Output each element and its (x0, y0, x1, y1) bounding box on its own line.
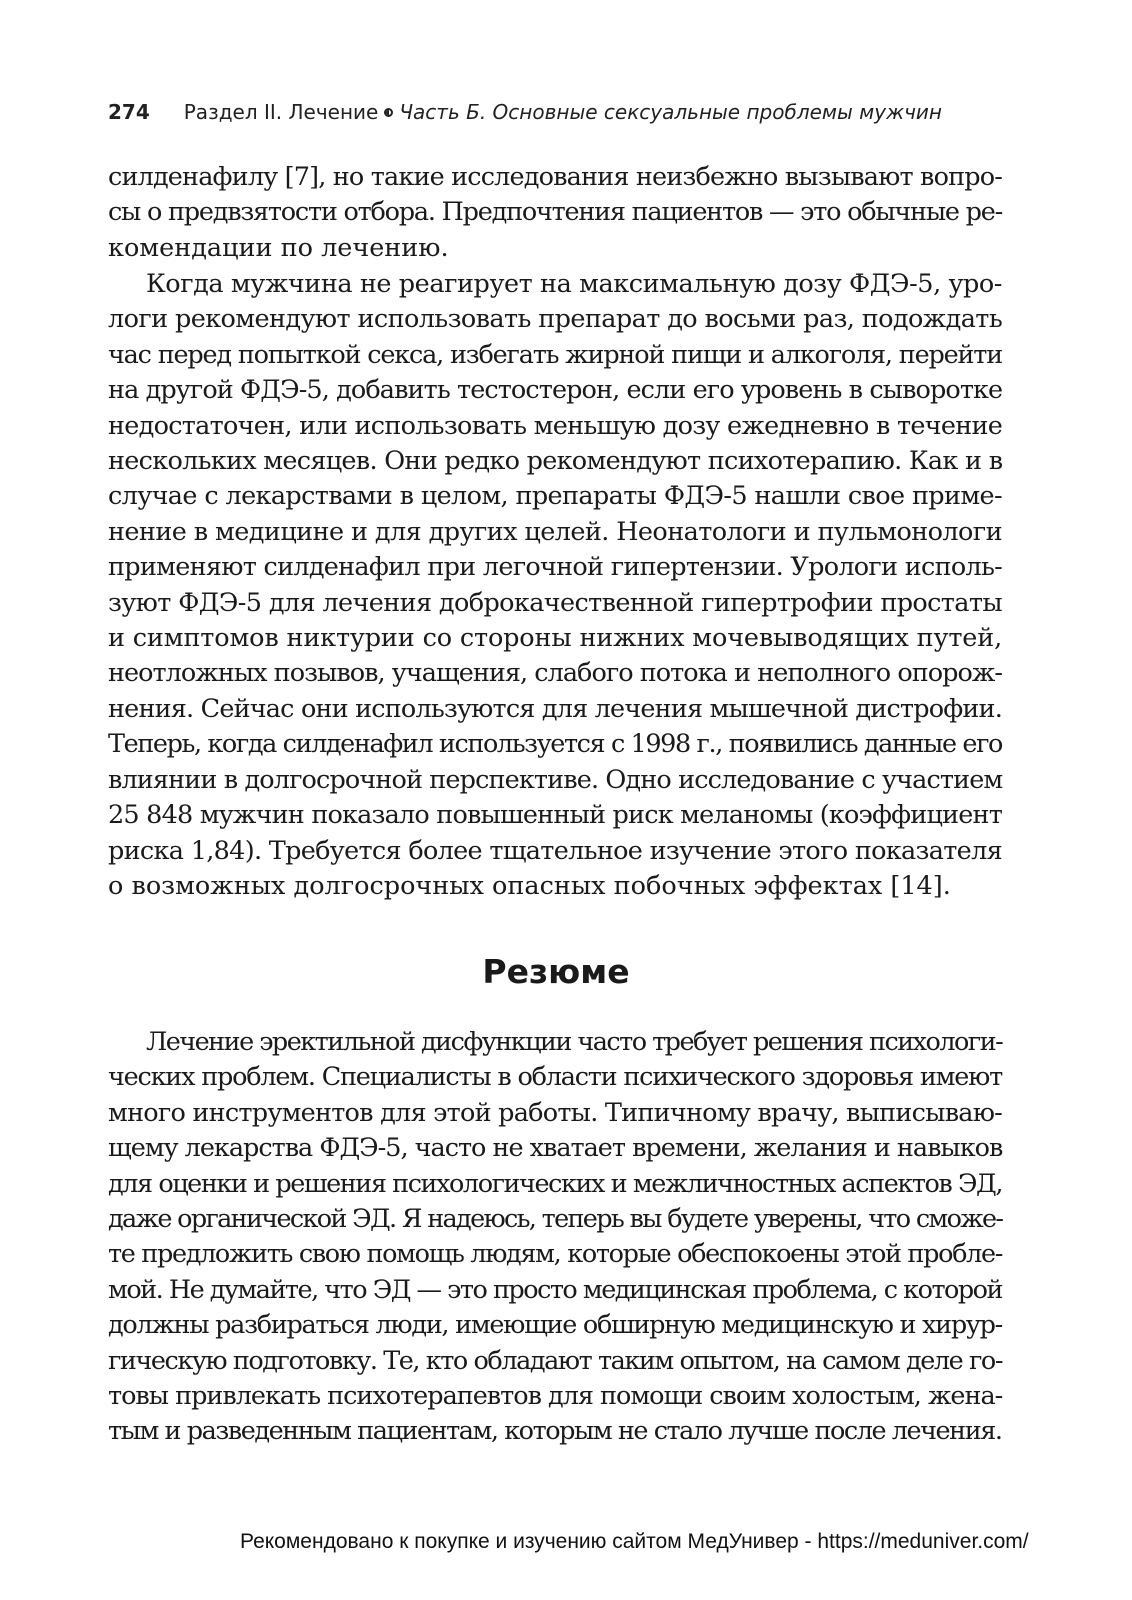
text-line: зуют ФДЭ-5 для лечения доброкачественной гипертрофии простаты (108, 587, 1002, 618)
text-line: 25 848 мужчин показало повышенный риск меланомы (коэффициент (108, 800, 1002, 831)
text-line: на другой ФДЭ-5, добавить тестостерон, если его уровень в сыворотке (108, 375, 1003, 406)
text-line: и симптомов никтурии со стороны нижних мочевыводящих путей, (108, 623, 1003, 654)
text-line: много инструментов для этой работы. Типичному врачу, выписываю- (108, 1097, 1003, 1128)
text-line: недостаточен, или использовать меньшую дозу ежедневно в течение (108, 410, 1003, 441)
text-line: силденафилу [7], но такие исследования неизбежно вызывают вопро- (108, 162, 1002, 192)
text-line: Когда мужчина не реагирует на максимальную дозу ФДЭ-5, уро- (146, 269, 1002, 299)
text-line: нескольких месяцев. Они редко рекомендуют психотерапию. Как и в (108, 446, 1003, 477)
text-line: применяют силденафил при легочной гипертензии. Урологи исполь- (108, 552, 1002, 583)
footer-watermark: Рекомендовано к покупке и изучению сайтом МедУнивер - https://meduniver.com/ (240, 1530, 1029, 1553)
text-line: сы о предвзятости отбора. Предпочтения пациентов — это обычные ре- (108, 197, 1002, 228)
text-line: Теперь, когда силденафил используется с 1998 г., появились данные его (108, 729, 1002, 760)
text-line: час перед попыткой секса, избегать жирной пищи и алкоголя, перейти (108, 339, 1002, 370)
section-title: Раздел II. Лечение (183, 100, 379, 124)
paragraph-summary (108, 1025, 1002, 1450)
text-line: логи рекомендуют использовать препарат до восьми раз, подождать (108, 304, 1003, 335)
text-line: гическую подготовку. Те, кто обладают таким опытом, на самом деле го- (108, 1345, 1002, 1376)
text-line: неотложных позывов, учащения, слабого потока и неполного опорож- (108, 658, 1002, 689)
text-line: Лечение эректильной дисфункции часто требует решения психологи- (146, 1027, 1003, 1057)
paragraph-continued (108, 160, 1002, 266)
text-line: для оценки и решения психологических и межличностных аспектов ЭД, (108, 1168, 1002, 1199)
paragraph-pde5-treatment (108, 267, 1002, 904)
text-line: те предложить свою помощь людям, которые обеспокоены этой пробле- (108, 1239, 1002, 1270)
page-number: 274 (108, 100, 150, 124)
text-line: щему лекарства ФДЭ-5, часто не хватает времени, желания и навыков (108, 1133, 1003, 1164)
section-heading-summary: Резюме (482, 952, 630, 991)
text-line: влиянии в долгосрочной перспективе. Одно исследование с участием (108, 764, 1003, 795)
text-line: риска 1,84). Требуется более тщательное изучение этого показателя (108, 835, 1002, 866)
text-line: мой. Не думайте, что ЭД — это просто медицинская проблема, с которой (108, 1274, 1002, 1305)
part-title: Часть Б. Основные сексуальные проблемы мужчин (399, 100, 942, 124)
text-line: комендации по лечению. (108, 232, 449, 263)
text-line: ческих проблем. Специалисты в области психического здоровья имеют (108, 1062, 1002, 1093)
text-line: нение в медицине и для других целей. Неонатологи и пульмонологи (108, 516, 1002, 547)
running-head (108, 100, 1008, 124)
text-line: случае с лекарствами в целом, препараты ФДЭ-5 нашли свое приме- (108, 481, 1002, 512)
text-line: товы привлекать психотерапевтов для помощи своим холостым, жена- (108, 1381, 1003, 1412)
text-line: о возможных долгосрочных опасных побочных эффектах [14]. (108, 870, 951, 901)
text-line: должны разбираться люди, имеющие обширную медицинскую и хирур- (108, 1310, 1002, 1341)
text-line: нения. Сейчас они используются для лечения мышечной дистрофии. (108, 693, 1002, 724)
bullet-icon (384, 108, 393, 117)
text-line: тым и разведенным пациентам, которым не стало лучше после лечения. (108, 1416, 1002, 1447)
text-line: даже органической ЭД. Я надеюсь, теперь вы будете уверены, что сможе- (108, 1204, 1003, 1235)
